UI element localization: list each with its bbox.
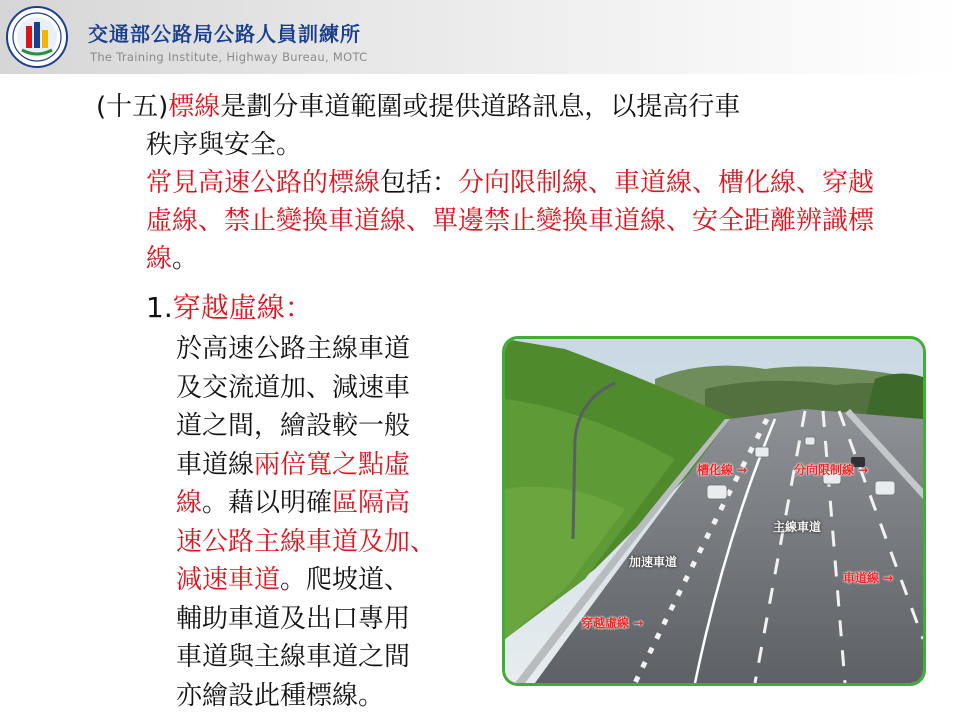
section-body-segment: 速公路主線車道及加、	[176, 526, 437, 557]
header-banner	[0, 0, 960, 74]
section-body-segment: 線	[176, 488, 203, 518]
label-crossing-line: 穿越虛線 →	[581, 616, 644, 630]
section-body-line	[176, 446, 486, 485]
institute-seal-icon	[6, 6, 68, 68]
section-body	[176, 330, 486, 715]
section-number: 1.	[146, 291, 173, 324]
intro-sentence-cont: 秩序與安全。	[146, 130, 303, 160]
section-body-segment: 於高速公路主線車道	[176, 334, 411, 364]
section-body-segment: 亦繪設此種標線。	[176, 680, 385, 711]
common-markings-list: 分向限制線、車道線、槽化線、穿越虛線、禁止變換車道線、單邊禁止變換車道線、安全距離辨識標線	[146, 168, 875, 274]
label-lane-line: 車道線 →	[843, 571, 894, 585]
section-body-segment: 區隔高	[332, 488, 411, 518]
section-body-line	[176, 638, 486, 677]
section-body-line	[176, 330, 486, 369]
section-body-line	[176, 407, 486, 446]
label-channelizing-line: 槽化線 →	[697, 463, 748, 477]
section-body-segment: 輔助車道及出口專用	[176, 603, 411, 634]
institute-title: 交通部公路局公路人員訓練所	[88, 22, 361, 46]
highway-photo-image	[505, 339, 923, 683]
section-title: 穿越虛線：	[172, 291, 313, 324]
common-markings-end: 。	[172, 244, 199, 274]
section-body-line	[176, 484, 486, 523]
intro-sentence: 是劃分車道範圍或提供道路訊息，以提高行車	[220, 92, 741, 122]
section-body-segment: 道之間，繪設較一般	[176, 411, 411, 441]
section-body-segment: 及交流道加、減速車	[176, 372, 411, 403]
section-body-line	[176, 600, 486, 639]
section-body-line	[176, 369, 486, 408]
section-body-line	[176, 561, 486, 600]
common-markings-label: 常見高速公路的標線	[146, 168, 381, 198]
intro-term: 標線	[168, 92, 221, 122]
section-body-line	[176, 523, 486, 562]
section-body-segment: 減速車道	[176, 565, 281, 595]
common-markings	[96, 164, 896, 278]
intro-paragraph	[96, 88, 896, 278]
section-body-segment: 車道線	[176, 449, 255, 480]
institute-subtitle: The Training Institute, Highway Bureau, MOTC	[90, 50, 368, 64]
label-direction-line: 分向限制線 →	[794, 463, 869, 477]
section-body-segment: 車道與主線車道之間	[176, 642, 411, 672]
section-heading	[146, 289, 313, 327]
section-body-line	[176, 677, 486, 716]
highway-photo	[502, 336, 926, 686]
common-markings-includes: 包括：	[380, 168, 459, 198]
label-main-lane: 主線車道	[773, 520, 822, 534]
section-body-segment: 。藉以明確	[202, 488, 333, 518]
label-accel-lane: 加速車道	[629, 555, 678, 569]
section-body-segment: 兩倍寬之點虛	[254, 449, 411, 480]
section-body-segment: 。爬坡道、	[280, 565, 411, 595]
intro-prefix: (十五)	[96, 92, 169, 122]
